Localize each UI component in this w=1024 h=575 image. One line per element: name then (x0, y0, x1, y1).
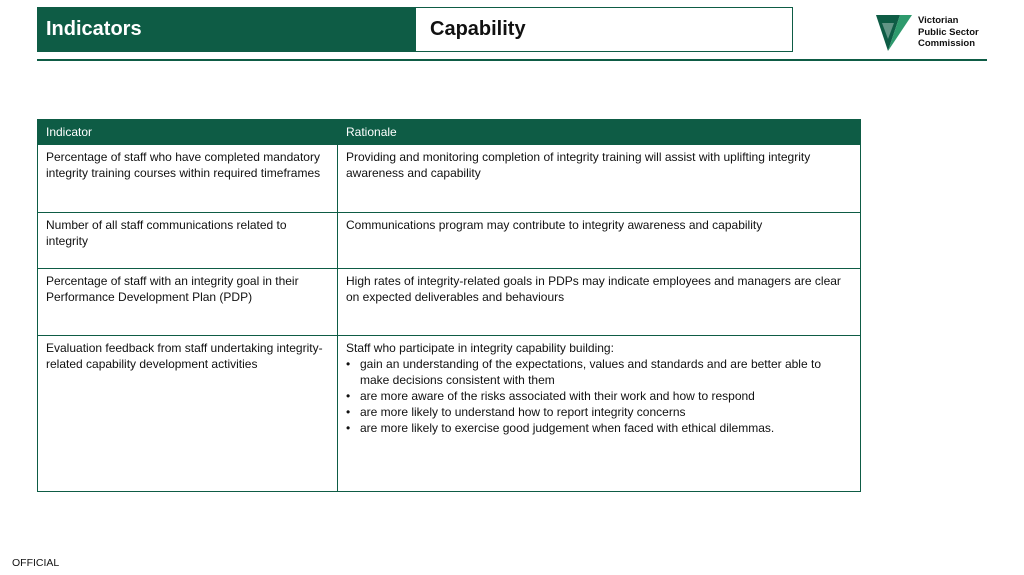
logo-line-1: Victorian (918, 15, 959, 26)
vpsc-logo (876, 13, 986, 53)
security-classification: OFFICIAL (12, 557, 60, 569)
logo-line-3: Commission (918, 38, 976, 49)
bullet-item: • are more aware of the risks associated with their work and how to respond (346, 388, 852, 404)
column-header-rationale: Rationale (338, 120, 861, 145)
logo-wordmark (918, 13, 979, 53)
vpsc-logo-icon (876, 13, 912, 53)
section-title: Indicators (38, 8, 416, 51)
indicator-cell: Evaluation feedback from staff undertaking integrity-related capability development activities (38, 336, 338, 492)
logo-line-2: Public Sector (918, 26, 979, 38)
rationale-cell: Communications program may contribute to integrity awareness and capability (338, 213, 861, 269)
rationale-bullet-list (346, 356, 852, 436)
page-title: Capability (430, 18, 526, 40)
indicator-cell: Percentage of staff with an integrity goal in their Performance Development Plan (PDP) (38, 269, 338, 336)
header-divider (37, 59, 987, 61)
table-row (38, 336, 861, 492)
indicators-table (37, 119, 861, 492)
table-row (38, 145, 861, 213)
bullet-item: • gain an understanding of the expectations, values and standards and are better able to make decisions consistent with them (346, 356, 852, 388)
table-header-row (38, 120, 861, 145)
bullet-item: • are more likely to exercise good judgement when faced with ethical dilemmas. (346, 420, 852, 436)
indicator-cell: Percentage of staff who have completed mandatory integrity training courses within required timeframes (38, 145, 338, 213)
table-row (38, 269, 861, 336)
rationale-cell: High rates of integrity-related goals in PDPs may indicate employees and managers are clear on expected deliverables and behaviours (338, 269, 861, 336)
rationale-cell: Providing and monitoring completion of integrity training will assist with uplifting integrity awareness and capability (338, 145, 861, 213)
indicator-cell: Number of all staff communications related to integrity (38, 213, 338, 269)
column-header-indicator: Indicator (38, 120, 338, 145)
title-bar (37, 7, 793, 52)
rationale-cell (338, 336, 861, 492)
table-row (38, 213, 861, 269)
rationale-intro: Staff who participate in integrity capability building: (346, 341, 614, 355)
bullet-item: • are more likely to understand how to report integrity concerns (346, 404, 852, 420)
